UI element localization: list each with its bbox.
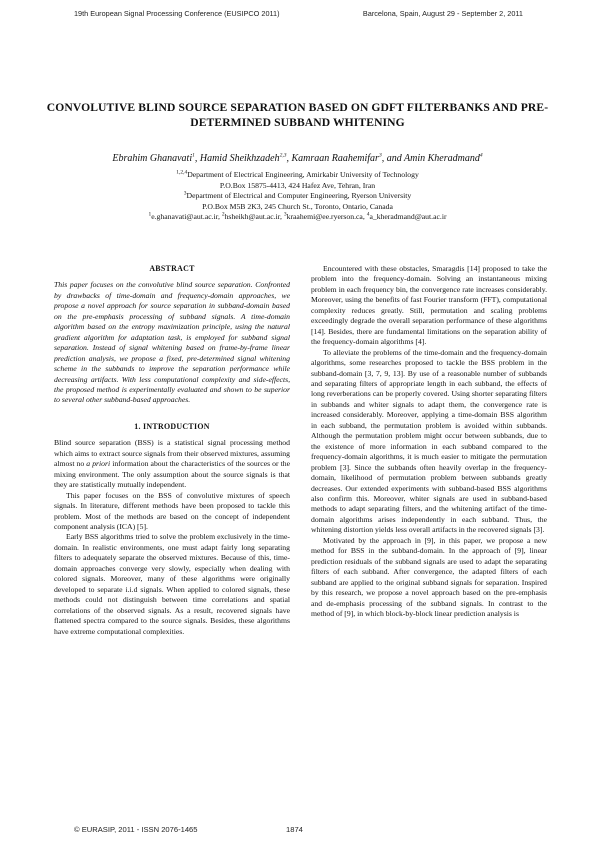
affiliation-line: $^{1,2,4}$Department of Electrical Engineering, Amirkabir University of Technology — [176, 169, 419, 179]
paragraph: Encountered with these obstacles, Smaragdis [14] proposed to take the problem into the frequency-domain. Solving an instantaneous mixing problem in each frequency bin, the convergence rate increases considerably. Moreover, using the benefits of fast Fourier transform (FFT), computational complexity reduces greatly. Still, permutation and scaling problems exceedingly degrade the overall separation performance of these algorithms [14]. Besides, there are fundamental limitations on the separation ability of the frequency-domain algorithms [4]. — [311, 264, 547, 347]
author-list: Ebrahim Ghanavati$^1$, Hamid Sheikhzadeh$^{2,3}$, Kamraan Raahemifar$^3$, and Amin Kheradmand$^4$ — [112, 152, 483, 164]
affiliation-line: $^3$Department of Electrical and Computer Engineering, Ryerson University — [183, 190, 412, 201]
right-column — [311, 264, 547, 619]
author-name: Amin Kheradmand — [404, 153, 480, 164]
paragraph: This paper focuses on the BSS of convolutive mixtures of speech signals. In literature, different methods have been proposed to tackle this problem. Most of the methods are based on the concept of independent component analysis (ICA) [5]. — [54, 490, 290, 531]
email-link[interactable]: hsheikh@aut.ac.ir, — [224, 212, 284, 222]
author-affil-mark: 1 — [192, 152, 195, 159]
paragraph: Blind source separation (BSS) is a statistical signal processing method which aims to extract source signals from their observed mixtures, assuming almost no a priori information about the characteristics of the sources or the mixing environment. The only assumption about the source signals is that they are statistically mutually independent. — [54, 438, 290, 490]
email-link[interactable]: e.ghanavati@aut.ac.ir, — [151, 212, 222, 222]
author-affil-mark: 2,3 — [279, 152, 287, 159]
left-column — [54, 264, 290, 637]
author-affil-mark: 4 — [479, 152, 483, 159]
conference-name: 19th European Signal Processing Conference (EUSIPCO 2011) — [74, 9, 280, 18]
abstract-text: This paper focuses on the convolutive blind source separation. Confronted by drawbacks of time-domain and frequency-domain approaches, we propose a novel approach for source separation in subband-domain based on the pre-emphasis processing of subband signals. A time-domain algorithm based on the entropy maximization principle, using the natural gradient algorithm for adaptation task, is employed for subband signal separation. Instead of signal whitening based on frame-by-frame linear prediction analysis, we propose a fixed, pre-determined signal whitening scheme in the subbands to improve the separation performance while decreasing artifacts. With less computational complexity and side-effects, the proposed method is experimentally evaluated and shown to be superior to several other subband-based approaches. — [54, 280, 290, 405]
affil-mark: 1,2,4 — [176, 169, 188, 176]
paragraph: To alleviate the problems of the time-domain and the frequency-domain algorithms, some researches proposed to tackle the BSS problem in the subband-domain [3, 7, 9, 13]. By use of a reasonable number of subbands and separating filters of appropriate length in each subband, the effects of long reverberations can be properly covered. Using shorter separating filters in subbands and whiter signals to adapt them, the convergence rate is increased considerably. Moreover, applying a time-domain BSS algorithm in each subband, the permutation problem is avoided within subbands. Although the permutation problem might occur between subbands, due to the existence of more information in each subband compared to the frequency-domain algorithms, it is much easier to mitigate the permutation problem [3]. Since the subbands often heavily overlap in the frequency-domain, likelihood of permutation problem between subbands greatly decreases. Our extended experiments with subband-based BSS algorithms also confirm this. Moreover, whiter signals are used in subband-based methods to adapt separating filters, and the whitening artifact of the time-domain algorithms arises independently in each subband. Thus, the whitening distortion yields less overall artifacts in the recovered signals [3]. — [311, 347, 547, 535]
page-number: 1874 — [286, 825, 303, 834]
author-name: Hamid Sheikhzadeh — [199, 153, 280, 164]
email-list: $^1$e.ghanavati@aut.ac.ir, $^2$hsheikh@aut.ac.ir, $^3$kraahemi@ee.ryerson.ca, $^4$a_kheradmand@aut.ac.ir — [148, 211, 447, 222]
running-header — [0, 9, 595, 21]
paper-title: CONVOLUTIVE BLIND SOURCE SEPARATION BASED ON GDFT FILTERBANKS AND PRE-DETERMINED SUBBAND WHITENING — [46, 101, 549, 129]
affiliation-address: P.O.Box 15875-4413, 424 Hafez Ave, Tehran, Iran — [219, 180, 376, 190]
copyright-notice: © EURASIP, 2011 - ISSN 2076-1465 — [74, 825, 198, 834]
author-affil-mark: 3 — [378, 152, 382, 159]
conference-location-date: Barcelona, Spain, August 29 - September 2, 2011 — [362, 9, 523, 18]
affil-mark: 3 — [183, 190, 187, 197]
email-link[interactable]: kraahemi@ee.ryerson.ca, — [286, 212, 367, 222]
email-link[interactable]: a_kheradmand@aut.ac.ir — [369, 212, 447, 222]
affiliations — [30, 170, 565, 223]
affiliation-address: P.O.Box M5B 2K3, 245 Church St., Toronto, Ontario, Canada — [202, 201, 393, 211]
abstract-heading: ABSTRACT — [149, 264, 195, 273]
paragraph: Early BSS algorithms tried to solve the problem exclusively in the time-domain. In realistic environments, one must adapt fairly long separating filters to adequately separate the observed mixtures. Because of this, time-domain approaches converge very slowly, especially when dealing with colored signals. Moreover, many of these algorithms were originally developed to separate i.i.d signals. When applied to colored signals, these methods could not distinguish between time correlations and spatial correlations of the observed signals. As a result, recovered signals have flattened spectra compared to the source signals. Besides, these algorithms have extreme computational complexities. — [54, 532, 290, 636]
introduction-heading: 1. INTRODUCTION — [134, 421, 210, 431]
page-footer — [74, 825, 303, 834]
paragraph: Motivated by the approach in [9], in this paper, we propose a new method for BSS in the subband-domain. In the approach of [9], linear prediction residuals of the subband signals are used to adapt the separating filters of each subband. After convergence, the adapted filters of each subband are applied to the original subband signals for separation. Inspired by this research, we propose a novel approach based on the pre-emphasis and de-emphasis processing of the subband signals. In contrast to the method of [9], in which block-by-block linear prediction analysis is — [311, 535, 547, 618]
author-name: Kamraan Raahemifar — [291, 153, 379, 164]
author-name: Ebrahim Ghanavati — [112, 153, 193, 164]
